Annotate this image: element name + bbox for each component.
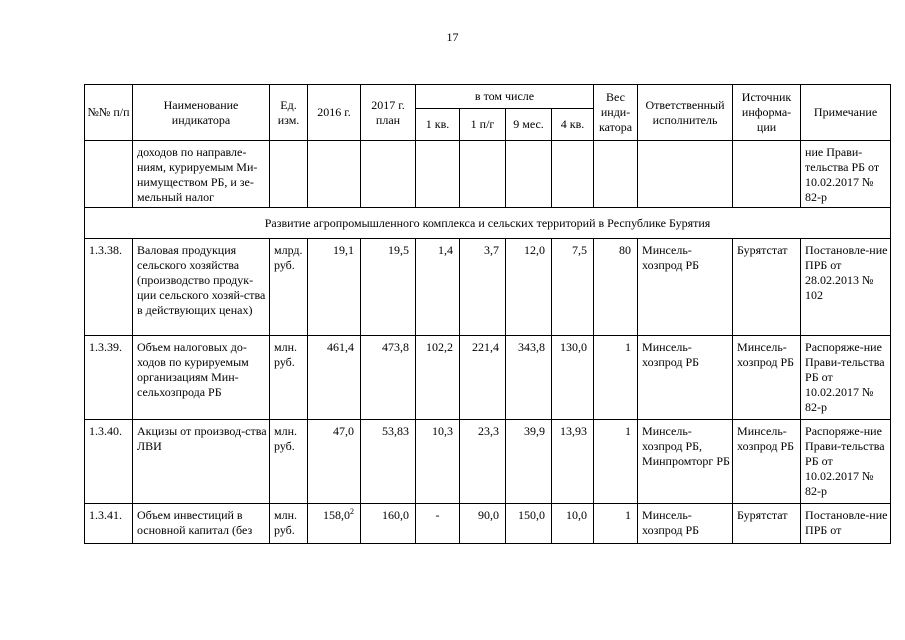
row-unit: млн. руб. bbox=[270, 504, 308, 544]
row-name: Валовая продукция сельского хозяйства (производство продук-ции сельского хозяй-ства в действующих ценах) bbox=[133, 239, 270, 336]
table-row bbox=[85, 504, 891, 544]
header-q4: 4 кв. bbox=[552, 109, 594, 141]
header-name: Наименование индикатора bbox=[133, 85, 270, 141]
header-h1: 1 п/г bbox=[460, 109, 506, 141]
footnote-marker: 2 bbox=[350, 507, 354, 516]
row-note: Распоряже-ние Прави-тельства РБ от 10.02.2017 № 82-р bbox=[801, 336, 891, 420]
row-name: Объем инвестиций в основной капитал (без bbox=[133, 504, 270, 544]
row-source: Минсель-хозпрод РБ bbox=[733, 420, 801, 504]
header-num: №№ п/п bbox=[85, 85, 133, 141]
row-2016: 158,0$^2$ bbox=[308, 504, 361, 544]
header-2017-plan: 2017 г. план bbox=[361, 85, 416, 141]
section-row bbox=[85, 208, 891, 239]
row-q4: 13,93 bbox=[552, 420, 594, 504]
row-2017: 19,5 bbox=[361, 239, 416, 336]
row-2016: 461,4 bbox=[308, 336, 361, 420]
row-unit: млрд. руб. bbox=[270, 239, 308, 336]
row-weight: 1 bbox=[594, 420, 638, 504]
header-including: в том числе bbox=[416, 85, 594, 109]
row-9m: 12,0 bbox=[506, 239, 552, 336]
row-q1: 10,3 bbox=[416, 420, 460, 504]
row-q1: - bbox=[416, 504, 460, 544]
row-weight: 1 bbox=[594, 504, 638, 544]
row-weight: 1 bbox=[594, 336, 638, 420]
row-2017: 473,8 bbox=[361, 336, 416, 420]
header-2016: 2016 г. bbox=[308, 85, 361, 141]
indicators-table bbox=[84, 84, 891, 544]
header-9m: 9 мес. bbox=[506, 109, 552, 141]
row-note: ние Прави-тельства РБ от 10.02.2017 № 82-р bbox=[801, 141, 891, 208]
table-row bbox=[85, 141, 891, 208]
row-9m: 39,9 bbox=[506, 420, 552, 504]
table-row bbox=[85, 420, 891, 504]
row-source: Бурятстат bbox=[733, 504, 801, 544]
row-responsible: Минсель-хозпрод РБ bbox=[638, 504, 733, 544]
header-responsible: Ответственный исполнитель bbox=[638, 85, 733, 141]
header-note: Примечание bbox=[801, 85, 891, 141]
row-h1: 23,3 bbox=[460, 420, 506, 504]
header-source: Источник информа-ции bbox=[733, 85, 801, 141]
row-responsible: Минсель-хозпрод РБ bbox=[638, 336, 733, 420]
row-9m: 150,0 bbox=[506, 504, 552, 544]
row-source: Минсель-хозпрод РБ bbox=[733, 336, 801, 420]
row-note: Распоряже-ние Прави-тельства РБ от 10.02.2017 № 82-р bbox=[801, 420, 891, 504]
row-source: Бурятстат bbox=[733, 239, 801, 336]
row-weight: 80 bbox=[594, 239, 638, 336]
row-responsible: Минсель-хозпрод РБ, Минпромторг РБ bbox=[638, 420, 733, 504]
row-note: Постановле-ние ПРБ от bbox=[801, 504, 891, 544]
header-weight: Вес инди-катора bbox=[594, 85, 638, 141]
row-2016: 19,1 bbox=[308, 239, 361, 336]
row-q1: 1,4 bbox=[416, 239, 460, 336]
row-num: 1.3.38. bbox=[85, 239, 133, 336]
table-row bbox=[85, 336, 891, 420]
row-note: Постановле-ние ПРБ от 28.02.2013 № 102 bbox=[801, 239, 891, 336]
row-q4: 130,0 bbox=[552, 336, 594, 420]
row-unit: млн. руб. bbox=[270, 336, 308, 420]
row-2016: 47,0 bbox=[308, 420, 361, 504]
row-q4: 10,0 bbox=[552, 504, 594, 544]
page-number: 17 bbox=[446, 30, 459, 44]
row-num: 1.3.40. bbox=[85, 420, 133, 504]
row-2017: 53,83 bbox=[361, 420, 416, 504]
row-h1: 3,7 bbox=[460, 239, 506, 336]
table-row bbox=[85, 239, 891, 336]
row-q1: 102,2 bbox=[416, 336, 460, 420]
section-title: Развитие агропромышленного комплекса и сельских территорий в Республике Бурятия bbox=[85, 208, 891, 239]
row-2017: 160,0 bbox=[361, 504, 416, 544]
row-responsible: Минсель-хозпрод РБ bbox=[638, 239, 733, 336]
header-q1: 1 кв. bbox=[416, 109, 460, 141]
header-unit: Ед. изм. bbox=[270, 85, 308, 141]
row-name: Акцизы от производ-ства ЛВИ bbox=[133, 420, 270, 504]
row-9m: 343,8 bbox=[506, 336, 552, 420]
row-h1: 90,0 bbox=[460, 504, 506, 544]
row-num: 1.3.39. bbox=[85, 336, 133, 420]
row-name: Объем налоговых до-ходов по курируемым организациям Мин-сельхозпрода РБ bbox=[133, 336, 270, 420]
row-unit: млн. руб. bbox=[270, 420, 308, 504]
row-num: 1.3.41. bbox=[85, 504, 133, 544]
row-h1: 221,4 bbox=[460, 336, 506, 420]
row-name: доходов по направле-ниям, курируемым Ми-нимуществом РБ, и зе-мельный налог bbox=[133, 141, 270, 208]
row-q4: 7,5 bbox=[552, 239, 594, 336]
